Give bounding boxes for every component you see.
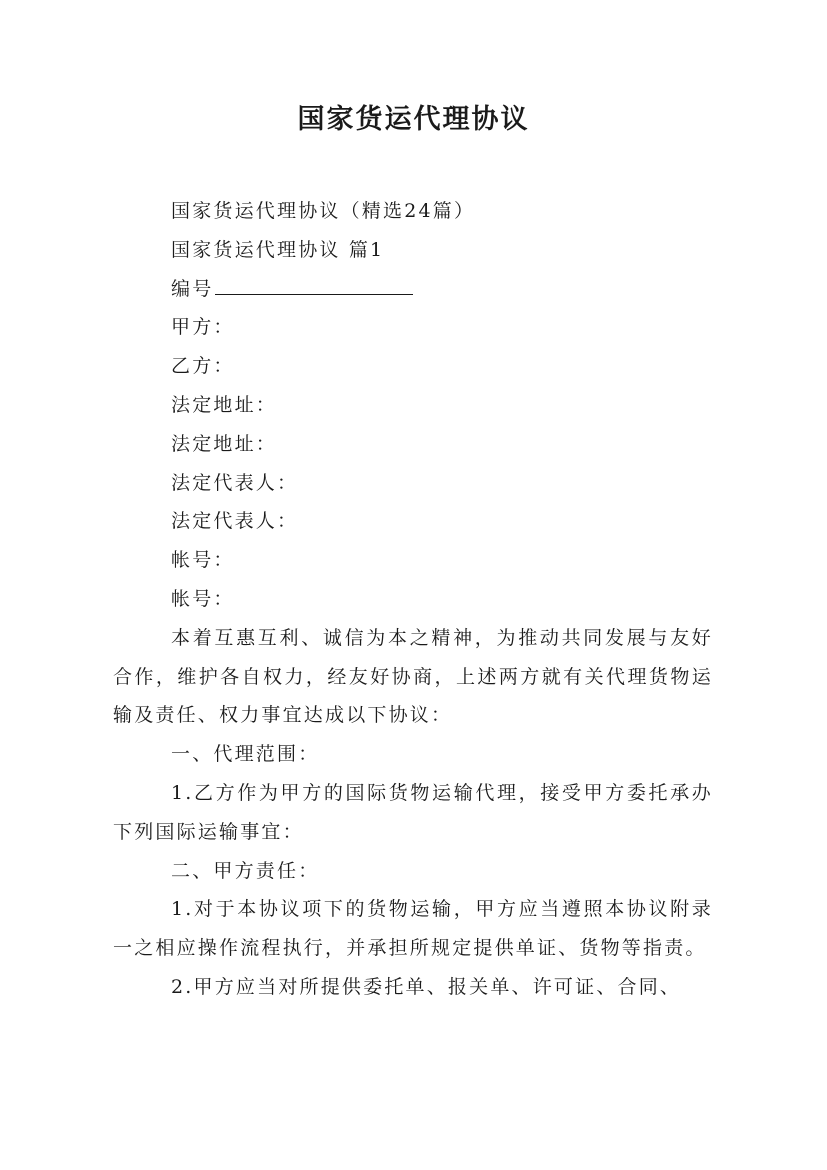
address-a-line: 法定地址： — [171, 393, 278, 416]
address-b-line: 法定地址： — [171, 432, 278, 455]
party-b-line: 乙方： — [171, 355, 235, 378]
account-a-line: 帐号： — [171, 549, 235, 572]
rep-a-line: 法定代表人： — [171, 471, 299, 494]
document-title: 国家货运代理协议 — [297, 104, 530, 135]
heading-party-a-duties: 二、甲方责任： — [171, 859, 320, 882]
account-b-line: 帐号： — [171, 587, 235, 610]
party-a-line: 甲方： — [171, 316, 235, 339]
number-line — [113, 270, 713, 309]
number-blank — [215, 293, 413, 295]
document-subtitle: 国家货运代理协议（精选24篇） — [171, 200, 476, 222]
section-heading: 国家货运代理协议 篇1 — [171, 238, 385, 261]
clause-2-2: 2.甲方应当对所提供委托单、报关单、许可证、合同、 — [171, 975, 682, 998]
rep-b-line: 法定代表人： — [171, 510, 299, 533]
document-body — [113, 192, 713, 1007]
number-label: 编号 — [171, 277, 214, 300]
heading-scope: 一、代理范围： — [171, 743, 320, 766]
intro-paragraph: 本着互惠互利、诚信为本之精神，为推动共同发展与友好合作，维护各自权力，经友好协商，上述两方就有关代理货物运输及责任、权力事宜达成以下协议： — [113, 626, 713, 727]
clause-1-1: 1.乙方作为甲方的国际货物运输代理，接受甲方委托承办下列国际运输事宜： — [113, 781, 713, 843]
clause-2-1: 1.对于本协议项下的货物运输，甲方应当遵照本协议附录一之相应操作流程执行，并承担所规定提供单证、货物等指责。 — [113, 898, 713, 960]
